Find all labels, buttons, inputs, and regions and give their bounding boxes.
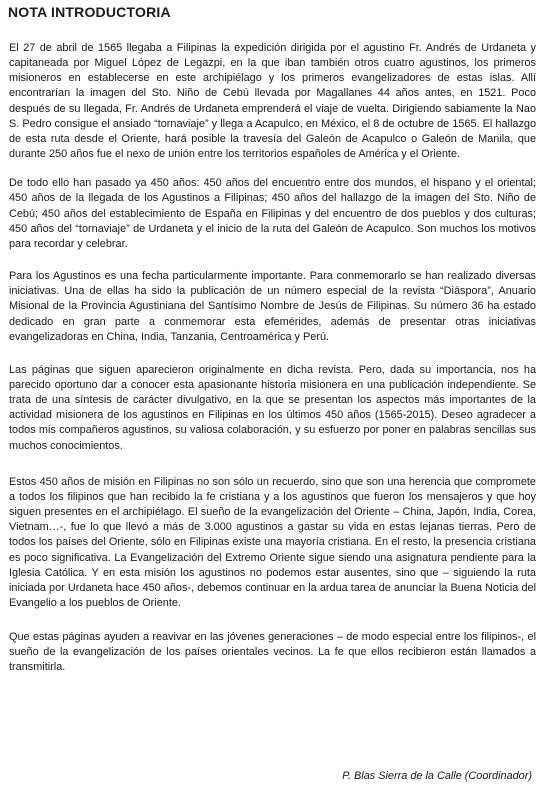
paragraph-publication: Las páginas que siguen aparecieron originalmente en dicha revista. Pero, dada su importancia, nos ha parecido oportuno dar a conocer esta apasionante historia misionera en una publicación independiente. Se trata de una síntesis de carácter divulgativo, en la que se presentan los aspectos más importantes de la actividad misionera de los agustinos en Filipinas en los últimos 450 años (1565-2015). Deseo agradecer a todos mis compañeros agustinos, su valiosa colaboración, y su esfuerzo por poner en palabras sencillas sus muchos conocimientos.: [9, 363, 536, 452]
signature: P. Blas Sierra de la Calle (Coordinador): [342, 770, 532, 782]
paragraph-closing: Que estas páginas ayuden a reavivar en las jóvenes generaciones – de modo especial entre los filipinos-, el sueño de la evangelización de los países orientales vecinos. La fe que ellos recibieron están llamados a transmitirla.: [9, 631, 536, 674]
page-title: NOTA INTRODUCTORIA: [8, 4, 171, 20]
paragraph-mission: Estos 450 años de misión en Filipinas no son sólo un recuerdo, sino que son una herencia que compromete a todos los filipinos que han recibido la fe cristiana y a los agustinos que fueron los mensajeros y que hoy siguen presentes en el archipiélago. El sueño de la evangelización del Oriente – China, Japón, India, Corea, Vietnam…-, fue lo que llevó a más de 3.000 agustinos a gastar su vida en estas lejanas tierras. Pero de todos los países del Oriente, sólo en Filipinas existe una mayoría cristiana. En el resto, la presencia cristiana es poco significativa. La Evangelización del Extremo Oriente sigue siendo una asignatura pendiente para la Iglesia Católica. Y en esta misión los agustinos no podemos estar ausentes, sino que – siguiendo la ruta iniciada por Urdaneta hace 450 años-, debemos continuar en la ardua tarea de anunciar la Buena Noticia del Evangelio a los pueblos de Oriente.: [9, 475, 536, 609]
paragraph-commemoration: Para los Agustinos es una fecha particularmente importante. Para conmemorarlo se han realizado diversas iniciativas. Una de ellas ha sido la publicación de un número especial de la revista “Diáspora”, Anuario Misional de la Provincia Agustiniana del Santísimo Nombre de Jesús de Filipinas. Su número 36 ha estado dedicado en gran parte a conmemorar esta efemérides, además de presentar otras iniciativas evangelizadoras en China, India, Tanzania, Centroamérica y Perú.: [9, 270, 536, 343]
paragraph-anniversary: De todo ello han pasado ya 450 años: 450 años del encuentro entre dos mundos, el hispano y el oriental; 450 años de la llegada de los Agustinos a Filipinas; 450 años del hallazgo de la imagen del Sto. Niño de Cebú; 450 años del establecimiento de España en Filipinas y del encuentro de dos pueblos y dos culturas; 450 años del “tornaviaje” de Urdaneta y el inicio de la ruta del Galeón de Acapulco. Son muchos los motivos para recordar y celebrar.: [9, 177, 536, 250]
paragraph-expedition: El 27 de abril de 1565 llegaba a Filipinas la expedición dirigida por el agustino Fr. Andrés de Urdaneta y capitaneada por Miguel López de Legazpi, en la que iban también otros cuatro agustinos, los primeros misioneros en establecerse en este archipiélago y los primeros evangelizadores de estas islas. Allí encontrarían la imagen del Sto. Niño de Cebú llevada por Magallanes 44 años antes, en 1521. Poco después de su llegada, Fr. Andrés de Urdaneta emprenderá el viaje de vuelta. Dirigiendo sabiamente la Nao S. Pedro consigue el ansiado “tornaviaje” y llega a Acapulco, en México, el 8 de octubre de 1565. El hallazgo de esta ruta desde el Oriente, hará posible la travesía del Galeón de Acapulco o Galeón de Manila, que durante 250 años fue el nexo de unión entre los territorios españoles de América y el Oriente.: [9, 42, 536, 161]
